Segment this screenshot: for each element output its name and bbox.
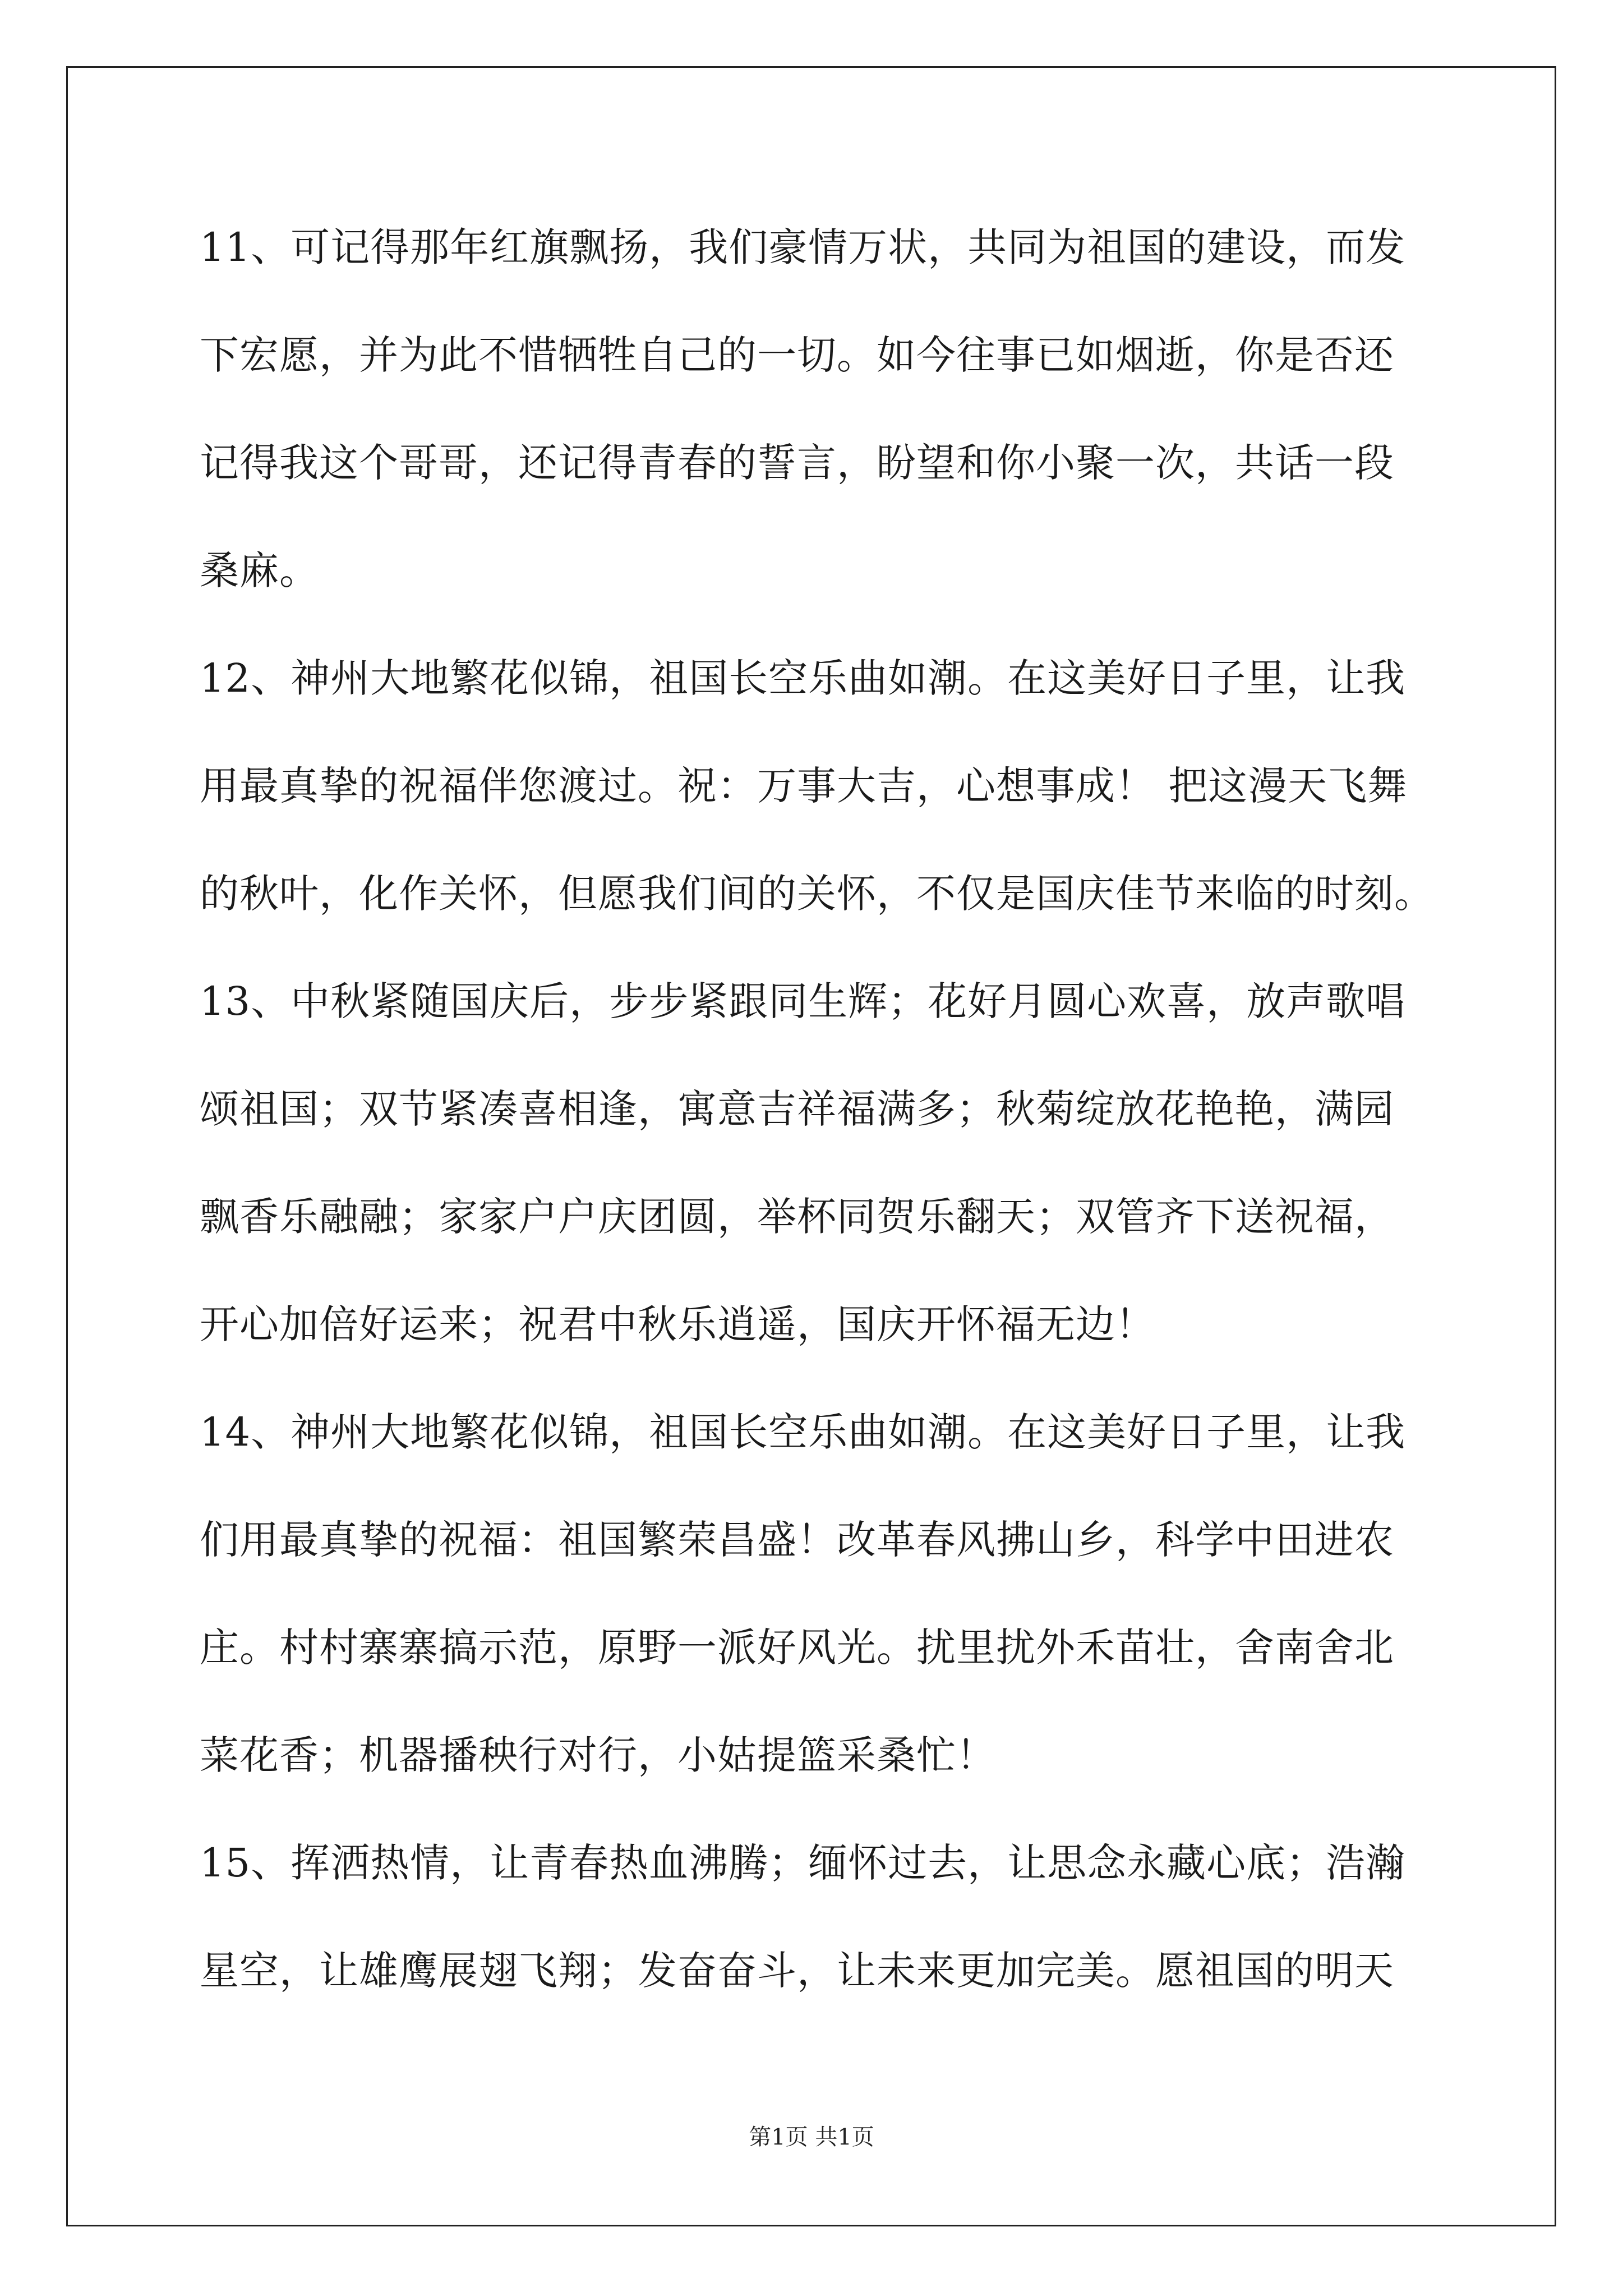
text-line: 们用最真挚的祝福：祖国繁荣昌盛！改革春风拂山乡，科学中田进农 xyxy=(200,1517,1394,1563)
text-line: 14、神州大地繁花似锦，祖国长空乐曲如潮。在这美好日子里，让我 xyxy=(200,1409,1406,1455)
text-line: 12、神州大地繁花似锦，祖国长空乐曲如潮。在这美好日子里，让我 xyxy=(200,655,1406,701)
text-line: 用最真挚的祝福伴您渡过。祝：万事大吉，心想事成！ 把这漫天飞舞 xyxy=(200,763,1408,809)
text-line: 桑麻。 xyxy=(200,547,319,593)
text-line: 15、挥洒热情，让青春热血沸腾；缅怀过去，让思念永藏心底；浩瀚 xyxy=(200,1840,1406,1886)
page-footer: 第1页 共1页 xyxy=(749,2124,874,2150)
text-line: 的秋叶，化作关怀，但愿我们间的关怀，不仅是国庆佳节来临的时刻。 xyxy=(200,871,1434,917)
text-line: 13、中秋紧随国庆后，步步紧跟同生辉；花好月圆心欢喜，放声歌唱 xyxy=(200,978,1406,1024)
text-line: 庄。村村寨寨搞示范，原野一派好风光。扰里扰外禾苗壮，舍南舍北 xyxy=(200,1625,1394,1671)
text-line: 11、可记得那年红旗飘扬，我们豪情万状，共同为祖国的建设，而发 xyxy=(200,224,1406,270)
text-line: 飘香乐融融；家家户户庆团圆，举杯同贺乐翻天；双管齐下送祝福， xyxy=(200,1194,1394,1240)
text-line: 记得我这个哥哥，还记得青春的誓言，盼望和你小聚一次，共话一段 xyxy=(200,440,1394,486)
text-line: 菜花香；机器播秧行对行，小姑提篮采桑忙！ xyxy=(200,1732,996,1778)
text-line: 下宏愿，并为此不惜牺牲自己的一切。如今往事已如烟逝，你是否还 xyxy=(200,332,1394,378)
text-line: 星空，让雄鹰展翅飞翔；发奋奋斗，让未来更加完美。愿祖国的明天 xyxy=(200,1948,1394,1994)
document-body xyxy=(200,214,1456,2045)
text-line: 开心加倍好运来；祝君中秋乐逍遥，国庆开怀福无边！ xyxy=(200,1301,1155,1347)
text-line: 颂祖国；双节紧凑喜相逢，寓意吉祥福满多；秋菊绽放花艳艳，满园 xyxy=(200,1086,1394,1132)
